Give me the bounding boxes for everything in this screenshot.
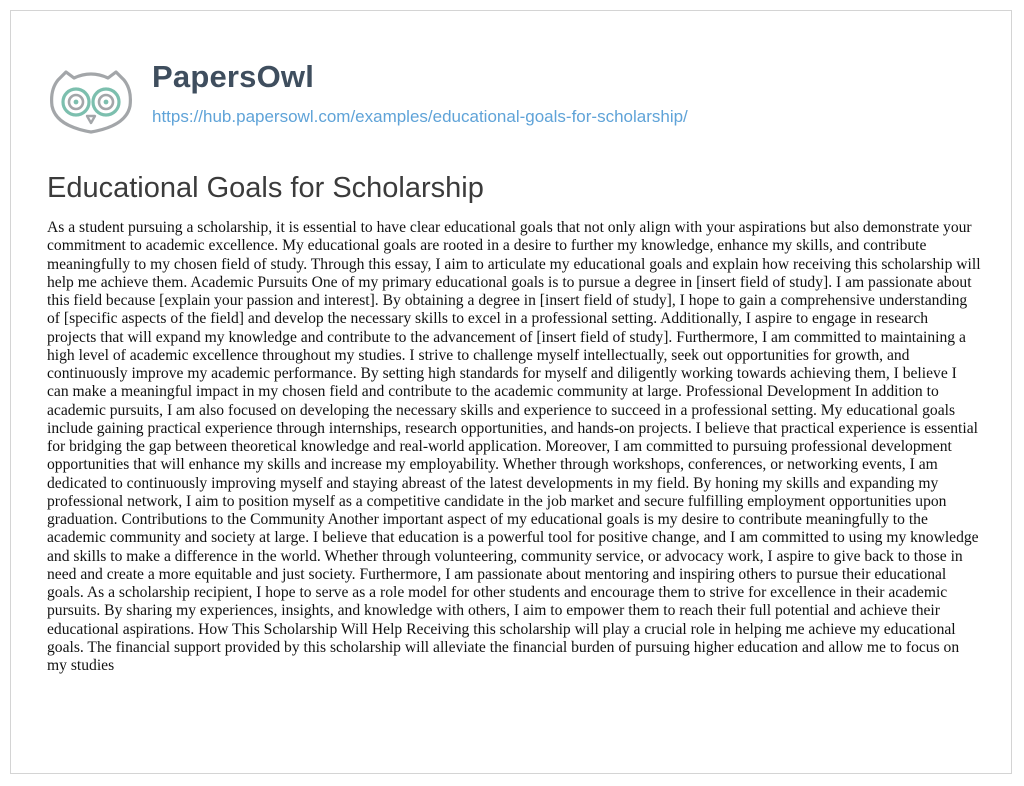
source-url-link[interactable]: https://hub.papersowl.com/examples/educational-goals-for-scholarship/: [152, 107, 688, 126]
owl-logo-icon: [46, 66, 136, 136]
brand-name: PapersOwl: [152, 59, 315, 94]
page-title: Educational Goals for Scholarship: [47, 172, 484, 204]
essay-body: As a student pursuing a scholarship, it is essential to have clear educational goals that not only align with your aspirations but also demonstrate your commitment to academic excellence. My educational goals are rooted in a desire to further my knowledge, enhance my skills, and contribute meaningfully to my chosen field of study. Through this essay, I aim to articulate my educational goals and explain how receiving this scholarship will help me achieve them. Academic Pursuits One of my primary educational goals is to pursue a degree in [insert field of study]. I am passionate about this field because [explain your passion and interest]. By obtaining a degree in [insert field of study], I hope to gain a comprehensive understanding of [specific aspects of the field] and develop the necessary skills to excel in a professional setting. Additionally, I aspire to engage in research projects that will expand my knowledge and contribute to the advancement of [insert field of study]. Furthermore, I am committed to maintaining a high level of academic excellence throughout my studies. I strive to challenge myself intellectually, seek out opportunities for growth, and continuously improve my academic performance. By setting high standards for myself and diligently working towards achieving them, I believe I can make a meaningful impact in my chosen field and contribute to the academic community at large. Professional Development In addition to academic pursuits, I am also focused on developing the necessary skills and experience to succeed in a professional setting. My educational goals include gaining practical experience through internships, research opportunities, and hands-on projects. I believe that practical experience is essential for bridging the gap between theoretical knowledge and real-world application. Moreover, I am committed to pursuing professional development opportunities that will enhance my skills and increase my employability. Whether through workshops, conferences, or networking events, I am dedicated to continuously improving myself and staying abreast of the latest developments in my field. By honing my skills and expanding my professional network, I aim to position myself as a competitive candidate in the job market and secure fulfilling employment opportunities upon graduation. Contributions to the Community Another important aspect of my educational goals is my desire to contribute meaningfully to the academic community and society at large. I believe that education is a powerful tool for positive change, and I am committed to using my knowledge and skills to make a difference in the world. Whether through volunteering, community service, or advocacy work, I aspire to give back to those in need and create a more equitable and just society. Furthermore, I am passionate about mentoring and inspiring others to pursue their educational goals. As a scholarship recipient, I hope to serve as a role model for other students and encourage them to strive for excellence in their academic pursuits. By sharing my experiences, insights, and knowledge with others, I aim to empower them to reach their full potential and achieve their educational aspirations. How This Scholarship Will Help Receiving this scholarship will play a crucial role in helping me achieve my educational goals. The financial support provided by this scholarship will alleviate the financial burden of pursuing higher education and allow me to focus on my studies: [47, 219, 981, 674]
